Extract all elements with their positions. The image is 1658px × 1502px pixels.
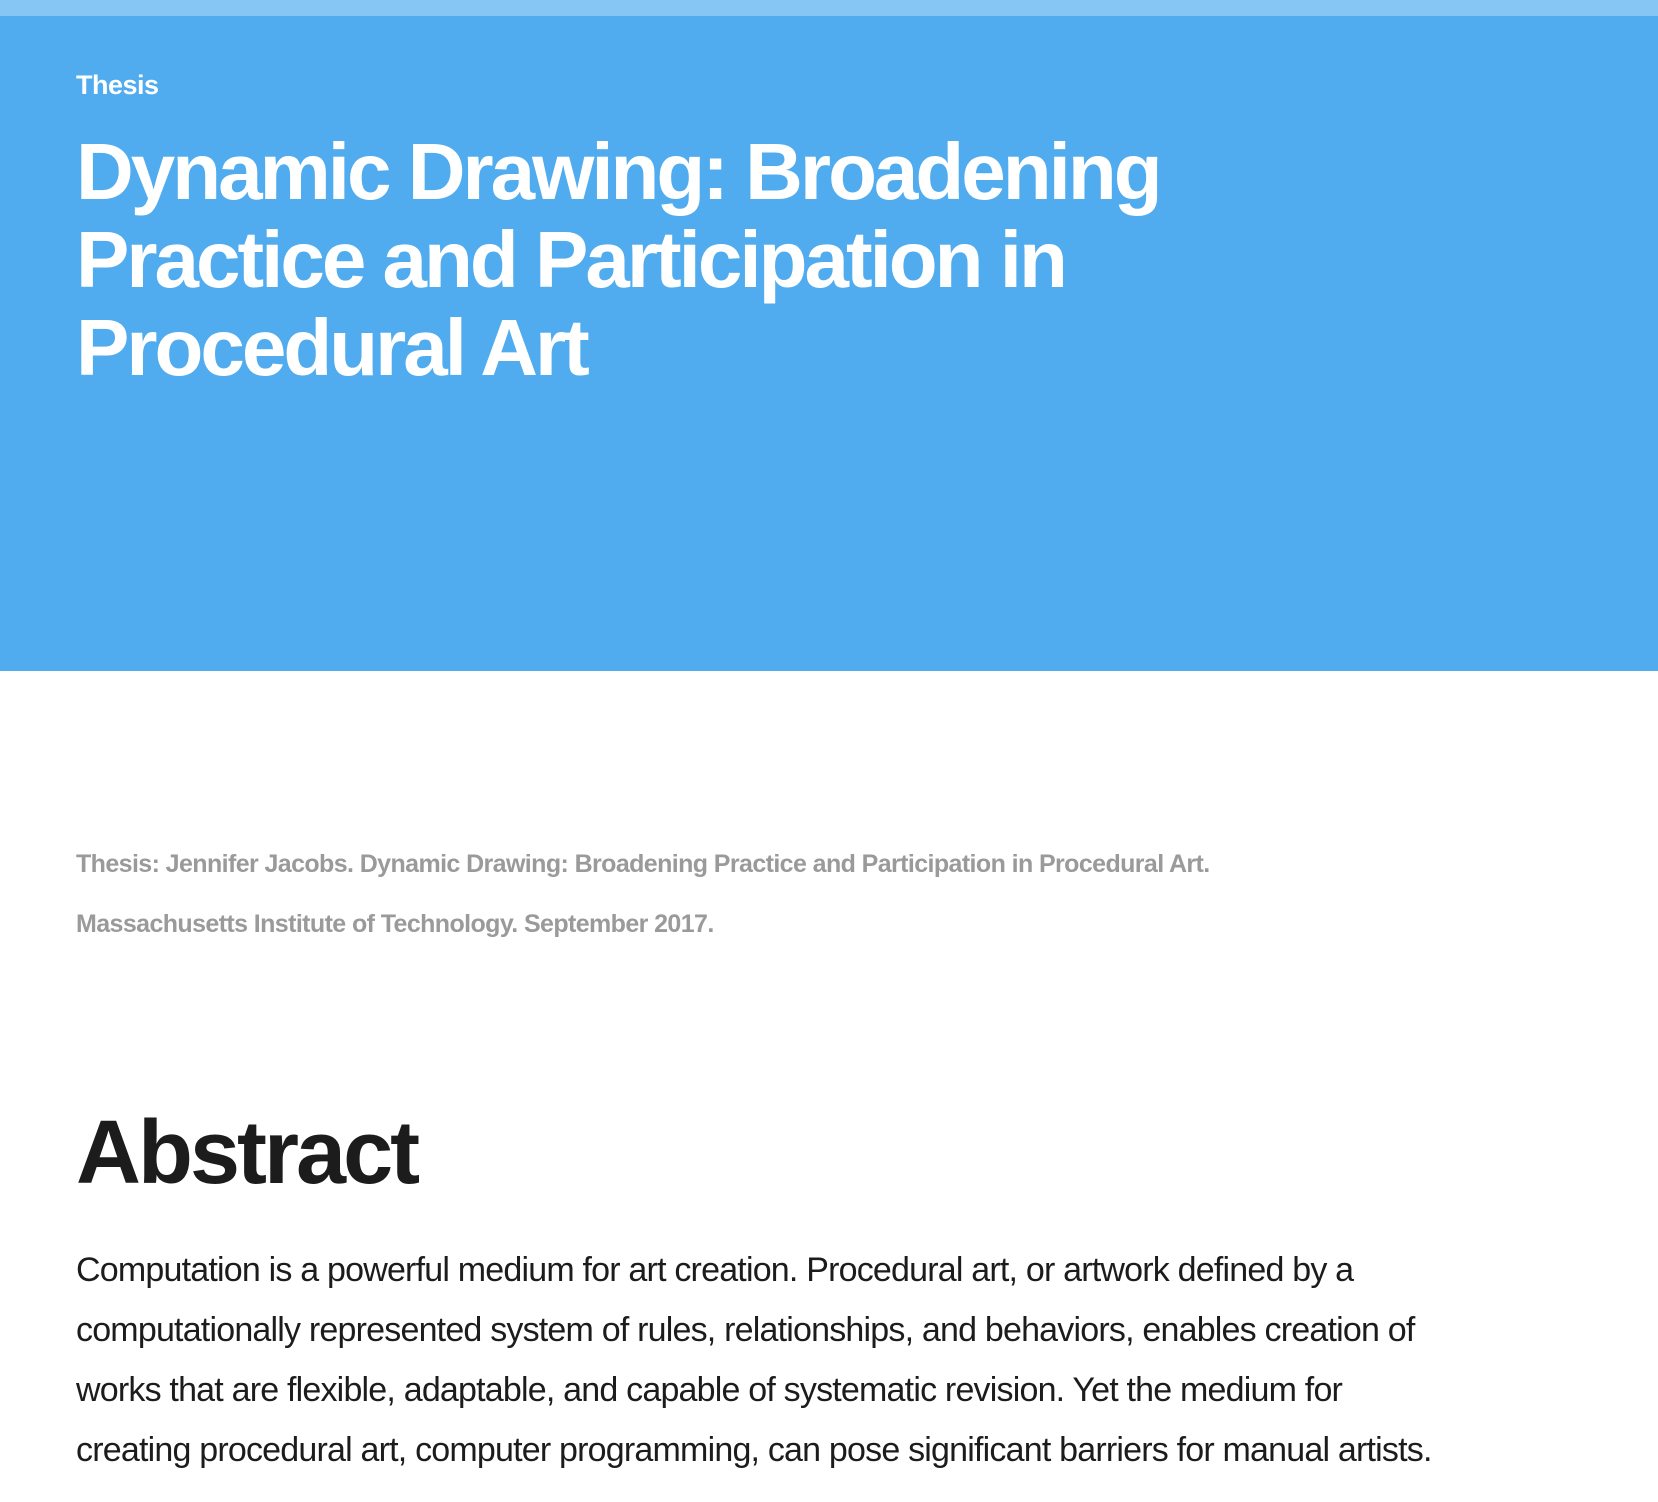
hero-banner	[0, 16, 1658, 671]
abstract-line: Computation is a powerful medium for art creation. Procedural art, or artwork defined by a	[76, 1251, 1354, 1289]
citation	[76, 834, 1576, 954]
citation-line: Massachusetts Institute of Technology. September 2017.	[76, 910, 714, 938]
category-label: Thesis	[76, 70, 159, 100]
abstract-line: works that are flexible, adaptable, and capable of systematic revision. Yet the medium for	[76, 1371, 1343, 1409]
title-line: Dynamic Drawing: Broadening	[76, 127, 1160, 216]
abstract-line: computationally represented system of rules, relationships, and behaviors, enables creation of	[76, 1311, 1415, 1349]
page-title	[76, 128, 1526, 392]
abstract-heading: Abstract	[76, 1103, 418, 1203]
abstract-text	[76, 1240, 1576, 1480]
citation-line: Thesis: Jennifer Jacobs. Dynamic Drawing: Broadening Practice and Participation in Procedural Art.	[76, 850, 1210, 878]
title-line: Procedural Art	[76, 303, 587, 392]
abstract-line: creating procedural art, computer programming, can pose significant barriers for manual artists.	[76, 1431, 1432, 1469]
title-line: Practice and Participation in	[76, 215, 1065, 304]
top-accent-strip	[0, 0, 1658, 16]
